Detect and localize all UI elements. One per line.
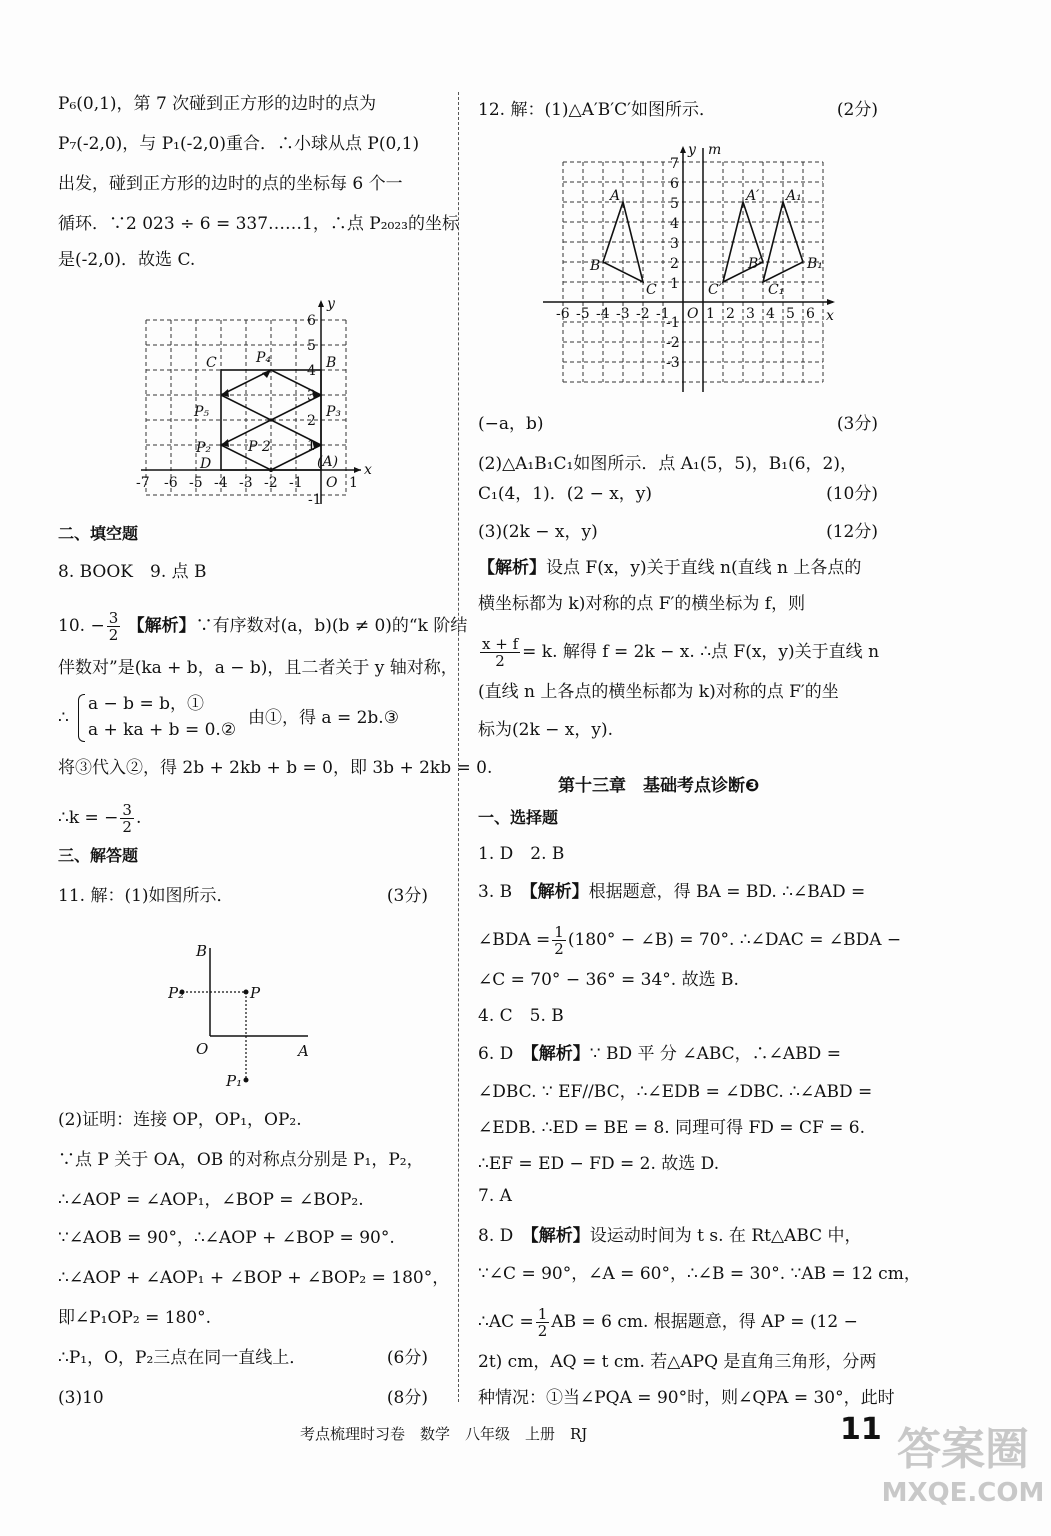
origin-label: O [687, 306, 699, 322]
x-axis-label: x [826, 308, 834, 324]
text-line: 出发，碰到正方形的边时的点的坐标每 6 个一 [58, 174, 403, 194]
text-line: 伴数对”是(ka + b，a − b)，且二者关于 y 轴对称， [58, 658, 458, 678]
analysis-tag: 【解析】 [530, 1226, 590, 1246]
text-line: (直线 n 上各点的横坐标都为 k)对称的点 F′的坐 [478, 682, 839, 702]
x-tick: -2 [636, 306, 650, 322]
text-line: 2t) cm，AQ = t cm. 若△APQ 是直角三角形，分两 [478, 1352, 877, 1372]
point-label: C [646, 282, 657, 298]
text-line: ∵∠AOB = 90°，∴∠AOP + ∠BOP = 90°. [58, 1228, 395, 1248]
answer-line: 8. BOOK 9. 点 B [58, 562, 207, 582]
point-label: B [590, 258, 601, 274]
text-line: P₆(0,1)，第 7 次碰到正方形的边时的点为 [58, 94, 377, 114]
point-label: P₁ [226, 1072, 243, 1090]
text-line: $\frac{x + f}{2}$ = k. 解得 f = 2k − x. ∴点 F(x，y)关于直线 n [482, 635, 880, 670]
text-line: 由①，得 a = 2b.③ [248, 708, 399, 728]
text-line: 种情况：①当∠PQA = 90°时，则∠QPA = 30°，此时 [478, 1388, 895, 1408]
point-label: C₁ [768, 282, 785, 298]
point-label: A₁ [786, 188, 802, 204]
equation-line: a − b = b，① [88, 694, 205, 714]
analysis-tag: 【解析】 [530, 1044, 590, 1064]
x-tick: -3 [239, 475, 253, 491]
text-line: 【解析】设点 F(x，y)关于直线 n(直线 n 上各点的 [478, 558, 862, 578]
text-line: 即∠P₁OP₂ = 180°. [58, 1308, 212, 1328]
text-line: ∴∠AOP = ∠AOP₁，∠BOP = ∠BOP₂. [58, 1190, 364, 1210]
text-line: 横坐标都为 k)对称的点 F′的横坐标为 f，则 [478, 594, 806, 614]
point-label: (A) [317, 454, 339, 470]
point-label: B [196, 942, 208, 960]
answer-line: 6. D 【解析】∵ BD 平 分 ∠ABC，∴∠ABD = [478, 1044, 841, 1064]
analysis-tag: 【解析】 [478, 558, 546, 578]
text-line: P₇(-2,0)，与 P₁(-2,0)重合．∴小球从点 P(0,1) [58, 134, 420, 154]
point-label: B′ [748, 256, 762, 272]
section-heading: 二、填空题 [58, 524, 139, 543]
answer-line: 7. A [478, 1186, 512, 1206]
y-tick: -1 [666, 315, 680, 331]
y-tick: 5 [307, 338, 316, 354]
point-label: A [298, 1042, 309, 1060]
text-line: ∴P₁，O，P₂三点在同一直线上． [58, 1348, 307, 1368]
x-tick: -3 [616, 306, 630, 322]
point-label: C [206, 355, 217, 371]
point-label: P [250, 984, 261, 1002]
line-m-label: m [708, 142, 722, 158]
point-label: P₃ [326, 404, 342, 420]
answer-line: 1. D 2. B [478, 844, 565, 864]
point-label: A′ [746, 188, 760, 204]
text-line: ∠DBC. ∵ EF//BC，∴∠EDB = ∠DBC. ∴∠ABD = [478, 1082, 873, 1102]
x-tick: 6 [806, 306, 815, 322]
text-line: 是(-2,0)．故选 C. [58, 250, 196, 270]
answer-line: 11. 解：(1)如图所示． [58, 886, 234, 906]
point-label: O [196, 1040, 209, 1058]
y-tick: 2 [307, 413, 316, 429]
text-line: (2)△A₁B₁C₁如图所示．点 A₁(5，5)，B₁(6，2)， [478, 454, 857, 474]
column-divider [458, 92, 459, 1402]
point-label: P₂ [168, 984, 185, 1002]
equation-brace [78, 694, 85, 742]
reflection-figure [168, 934, 318, 1094]
text-line: (3)10 [58, 1388, 104, 1408]
triangle-grid-figure [538, 140, 838, 400]
answer-line: 3. B 【解析】根据题意，得 BA = BD. ∴∠BAD = [478, 882, 866, 902]
text-line: C₁(4，1)．(2 − x，y) [478, 484, 653, 504]
therefore-symbol: ∴ [58, 708, 69, 728]
answer-line: 4. C 5. B [478, 1006, 564, 1026]
y-tick: 6 [307, 313, 316, 329]
point-label: P 2 [248, 439, 271, 455]
analysis-tag: 【解析】 [529, 882, 589, 902]
bounce-figure [136, 294, 376, 506]
x-tick: -5 [189, 475, 203, 491]
question-number: 10. − [58, 616, 105, 636]
score: (3分) [836, 414, 878, 434]
chapter-heading: 第十三章 基础考点诊断❸ [558, 776, 760, 796]
origin-label: O [326, 475, 338, 491]
y-tick: 5 [670, 196, 679, 212]
y-tick: 6 [670, 176, 679, 192]
text-line: ∵∠C = 90°，∠A = 60°，∴∠B = 30°. ∵AB = 12 cm， [478, 1264, 921, 1284]
text-line: ∴EF = ED − FD = 2. 故选 D. [478, 1154, 720, 1174]
section-heading: 一、选择题 [478, 808, 559, 827]
point-label: B [326, 355, 337, 371]
x-tick: -4 [596, 306, 610, 322]
text-line: 循环．∵2 023 ÷ 6 = 337……1，∴点 P₂₀₂₃的坐标 [58, 214, 459, 234]
text-line: (−a，b) [478, 414, 544, 434]
score: (3分) [386, 886, 428, 906]
y-tick: 3 [307, 388, 316, 404]
score: (8分) [386, 1388, 428, 1408]
point-label: P₅ [194, 404, 210, 420]
fraction: $\frac{1}{2}$ [554, 923, 564, 958]
text-line: 标为(2k − x，y). [478, 720, 614, 740]
text-line: (2)证明：连接 OP，OP₁，OP₂. [58, 1110, 302, 1130]
page-footer: 考点梳理时习卷 数学 八年级 上册 RJ [300, 1425, 588, 1443]
x-tick: 1 [706, 306, 715, 322]
text-line: ∴k = − $\frac{3}{2}$ . [58, 801, 142, 836]
x-tick: -5 [576, 306, 590, 322]
watermark-url: MXQE.COM [881, 1478, 1045, 1508]
y-tick: -2 [666, 335, 680, 351]
fraction: $\frac{1}{2}$ [537, 1305, 548, 1340]
text-line: ∴∠AOP + ∠AOP₁ + ∠BOP + ∠BOP₂ = 180°， [58, 1268, 450, 1288]
fraction: $\frac{3}{2}$ [122, 801, 132, 836]
y-tick: 7 [670, 156, 679, 172]
point-label: D [200, 456, 212, 472]
x-axis-label: x [364, 462, 372, 478]
x-tick: -6 [556, 306, 570, 322]
x-tick: 2 [726, 306, 735, 322]
fraction: $\frac{3}{2}$ [108, 609, 119, 644]
text-line: ∠EDB. ∴ED = BE = 8. 同理可得 FD = CF = 6. [478, 1118, 866, 1138]
answer-line: 12. 解：(1)△A′B′C′如图所示． [478, 100, 716, 120]
x-tick: -6 [164, 475, 178, 491]
score: (6分) [386, 1348, 428, 1368]
x-tick: -1 [656, 306, 670, 322]
watermark [880, 1424, 1046, 1532]
y-tick: 1 [670, 276, 679, 292]
answer-line: 10. − $\frac{3}{2}$ 【解析】∵有序数对(a，b)(b ≠ 0)的“k 阶结 [58, 609, 468, 644]
fraction: $\frac{x + f}{2}$ [482, 635, 519, 670]
text-line: ∴AC = $\frac{1}{2}$ AB = 6 cm. 根据题意，得 AP = (12 − [478, 1305, 858, 1340]
text-line: 将③代入②，得 2b + 2kb + b = 0，即 3b + 2kb = 0. [58, 758, 493, 778]
y-tick: 4 [307, 363, 316, 379]
score: (10分) [826, 484, 878, 504]
y-axis-label: y [688, 142, 696, 158]
y-tick: 4 [670, 216, 679, 232]
x-tick: -4 [214, 475, 228, 491]
x-tick: -1 [289, 475, 303, 491]
section-heading: 三、解答题 [58, 846, 139, 865]
score: (2分) [836, 100, 878, 120]
point-label: C′ [708, 282, 722, 298]
y-tick: -1 [308, 492, 322, 506]
page-number: 11 [840, 1412, 882, 1447]
analysis-tag: 【解析】 [127, 616, 196, 636]
x-tick: -2 [264, 475, 278, 491]
x-tick: -7 [136, 475, 150, 491]
x-tick: 3 [746, 306, 755, 322]
y-tick: -3 [666, 355, 680, 371]
answer-line: 8. D 【解析】设运动时间为 t s. 在 Rt△ABC 中， [478, 1226, 862, 1246]
score: (12分) [826, 522, 878, 542]
y-axis-label: y [327, 296, 335, 312]
point-label: B₁ [807, 256, 823, 272]
y-tick: 2 [670, 256, 679, 272]
text-line: ∠C = 70° − 36° = 34°. 故选 B. [478, 970, 739, 990]
x-tick: 4 [766, 306, 775, 322]
point-label: P₄ [256, 350, 272, 366]
x-tick: 5 [786, 306, 795, 322]
point-label: P₂ [196, 440, 212, 456]
y-tick: 3 [670, 236, 679, 252]
y-tick: 1 [307, 438, 316, 454]
text-line: ∠BDA = $\frac{1}{2}$ (180° − ∠B) = 70°. ∴∠DAC = ∠BDA − [478, 923, 902, 958]
text-line: ∵点 P 关于 OA，OB 的对称点分别是 P₁，P₂， [58, 1150, 424, 1170]
point-label: A [610, 188, 621, 204]
text-line: (3)(2k − x，y) [478, 522, 598, 542]
watermark-text: 答案圈 [897, 1424, 1029, 1475]
equation-line: a + ka + b = 0.② [88, 720, 237, 740]
x-tick: 1 [349, 475, 358, 491]
